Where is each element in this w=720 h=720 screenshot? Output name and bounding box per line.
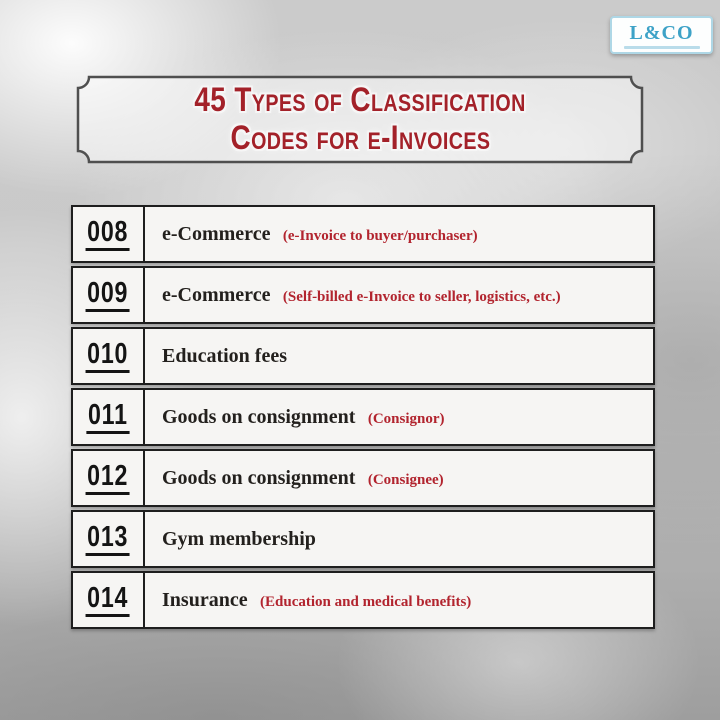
code-value: 014 bbox=[86, 584, 130, 617]
category-name: e-Commerce bbox=[162, 283, 271, 306]
category-note: (e-Invoice to buyer/purchaser) bbox=[282, 227, 478, 244]
page-title bbox=[75, 74, 645, 165]
table-row bbox=[71, 388, 655, 446]
category-note: (Self-billed e-Invoice to seller, logistics, etc.) bbox=[282, 288, 561, 305]
description-line bbox=[162, 345, 295, 368]
code-value: 012 bbox=[86, 462, 130, 495]
table-row bbox=[71, 449, 655, 507]
code-value: 010 bbox=[86, 340, 130, 373]
description-cell bbox=[145, 451, 653, 505]
title-plaque bbox=[75, 74, 645, 165]
title-line-1: 45 Types of Classification bbox=[194, 81, 526, 119]
table-row bbox=[71, 205, 655, 263]
category-name: Insurance bbox=[162, 588, 248, 611]
codes-table bbox=[71, 205, 655, 629]
category-name: Education fees bbox=[162, 344, 287, 367]
code-value: 009 bbox=[86, 279, 130, 312]
logo-text: L&CO bbox=[629, 22, 694, 44]
category-name: e-Commerce bbox=[162, 222, 271, 245]
category-note: (Consignor) bbox=[367, 410, 445, 427]
table-row bbox=[71, 571, 655, 629]
category-note: (Education and medical benefits) bbox=[260, 593, 472, 610]
code-cell bbox=[73, 390, 145, 444]
code-value: 008 bbox=[86, 218, 130, 251]
code-cell bbox=[73, 451, 145, 505]
table-row bbox=[71, 266, 655, 324]
description-cell bbox=[145, 329, 653, 383]
logo-tagline-bar bbox=[624, 46, 700, 49]
code-value: 013 bbox=[86, 523, 130, 556]
code-cell bbox=[73, 268, 145, 322]
description-cell bbox=[145, 512, 653, 566]
description-line bbox=[162, 284, 561, 307]
description-cell bbox=[145, 573, 653, 627]
category-name: Gym membership bbox=[162, 527, 316, 550]
table-row bbox=[71, 510, 655, 568]
description-line bbox=[162, 467, 444, 490]
category-name: Goods on consignment bbox=[162, 405, 356, 428]
code-cell bbox=[73, 207, 145, 261]
title-line-2: Codes for e-Invoices bbox=[230, 119, 490, 157]
category-name: Goods on consignment bbox=[162, 466, 356, 489]
description-cell bbox=[145, 268, 653, 322]
description-line bbox=[162, 589, 471, 612]
table-row bbox=[71, 327, 655, 385]
description-line bbox=[162, 406, 445, 429]
code-cell bbox=[73, 512, 145, 566]
description-cell bbox=[145, 207, 653, 261]
description-line bbox=[162, 223, 478, 246]
description-line bbox=[162, 528, 324, 551]
code-cell bbox=[73, 573, 145, 627]
logo-badge bbox=[610, 16, 713, 54]
code-value: 011 bbox=[86, 401, 129, 434]
code-cell bbox=[73, 329, 145, 383]
category-note: (Consignee) bbox=[367, 471, 444, 488]
description-cell bbox=[145, 390, 653, 444]
